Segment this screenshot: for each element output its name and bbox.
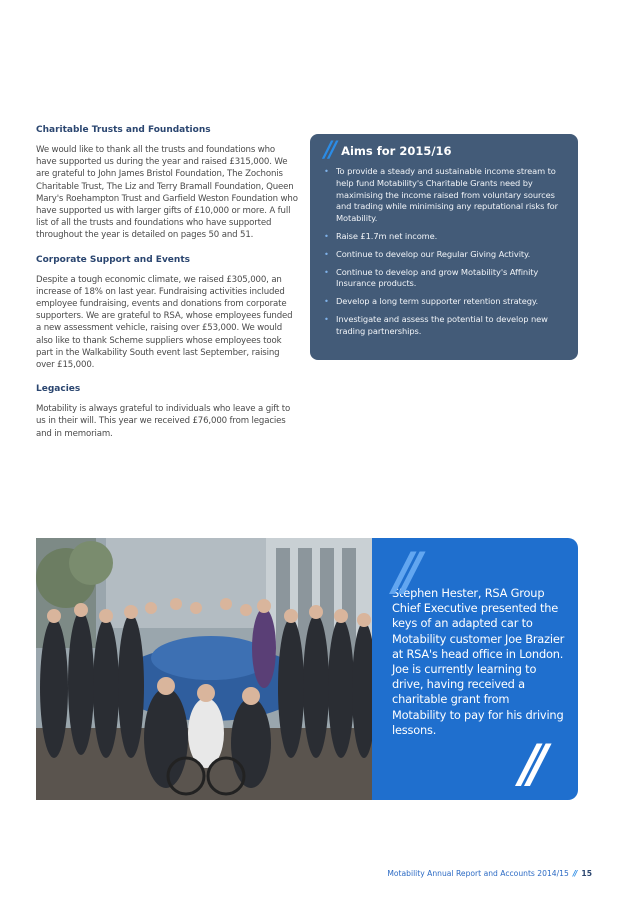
page-footer bbox=[387, 869, 592, 878]
aims-item: • Develop a long term supporter retention strategy. bbox=[324, 296, 564, 308]
aims-item: • Continue to develop our Regular Giving Activity. bbox=[324, 249, 564, 261]
quote-panel bbox=[372, 538, 578, 800]
close-quote-icon: // bbox=[520, 734, 538, 794]
aims-header bbox=[324, 138, 564, 163]
quote-text: Stephen Hester, RSA Group Chief Executive presented the keys of an adapted car to Motability customer Joe Brazier at RSA's head office in London. Joe is currently learning to drive, having received a charitable grant from Motability to pay for his driving lessons. bbox=[392, 586, 565, 737]
aims-item: • Investigate and assess the potential to develop new trading partnerships. bbox=[324, 314, 564, 338]
charitable-trusts-text: We would like to thank all the trusts and foundations who have supported us during the year and raised £315,000. We are grateful to John James Bristol Foundation, The Zochonis Charitable Trust, The Liz and Terry Bramall Foundation, Queen Mary's Roehampton Trust and Garfield Weston Foundation who have supported us with larger gifts of £10,000 or more. A full list of all the trusts and foundations who have supported throughout the year is detailed on pages 50 and 51. bbox=[36, 145, 298, 241]
group-photo-illustration bbox=[36, 538, 376, 800]
footer-report-title: Motability Annual Report and Accounts 2014/15 bbox=[387, 869, 569, 878]
page-number: 15 bbox=[581, 869, 592, 878]
aims-title: Aims for 2015/16 bbox=[341, 144, 452, 158]
footer-separator-icon: // bbox=[572, 869, 577, 878]
corporate-support-heading: Corporate Support and Events bbox=[36, 254, 190, 265]
open-quote-icon: // bbox=[394, 542, 412, 602]
left-column bbox=[36, 124, 298, 449]
corporate-support-text: Despite a tough economic climate, we raised £305,000, an increase of 18% on last year. Fundraising activities included employee fundraising, events and donations from corporate supporters. We are grateful to RSA, whose employees funded a new assessment vehicle, raising over £53,000. We would also like to thank Scheme suppliers whose employees took part in the Walkability South event last September, raising over £15,000. bbox=[36, 274, 293, 371]
legacies-text: Motability is always grateful to individuals who leave a gift to us in their will. This year we received £76,000 from legacies and in memoriam. bbox=[36, 404, 291, 439]
aims-item: • Continue to develop and grow Motability's Affinity Insurance products. bbox=[324, 267, 564, 291]
quote-mark-icon: // bbox=[324, 138, 335, 163]
aims-panel bbox=[310, 134, 578, 360]
legacies-heading: Legacies bbox=[36, 384, 81, 395]
aims-list bbox=[324, 166, 564, 338]
charitable-trusts-heading: Charitable Trusts and Foundations bbox=[36, 125, 211, 135]
aims-item: • Raise £1.7m net income. bbox=[324, 231, 564, 243]
aims-item: • To provide a steady and sustainable income stream to help fund Motability's Charitable Grants need by maximising the income raised from voluntary sources and trading while minimising any reputational risks for Motability. bbox=[324, 166, 564, 225]
group-photo bbox=[36, 538, 376, 800]
